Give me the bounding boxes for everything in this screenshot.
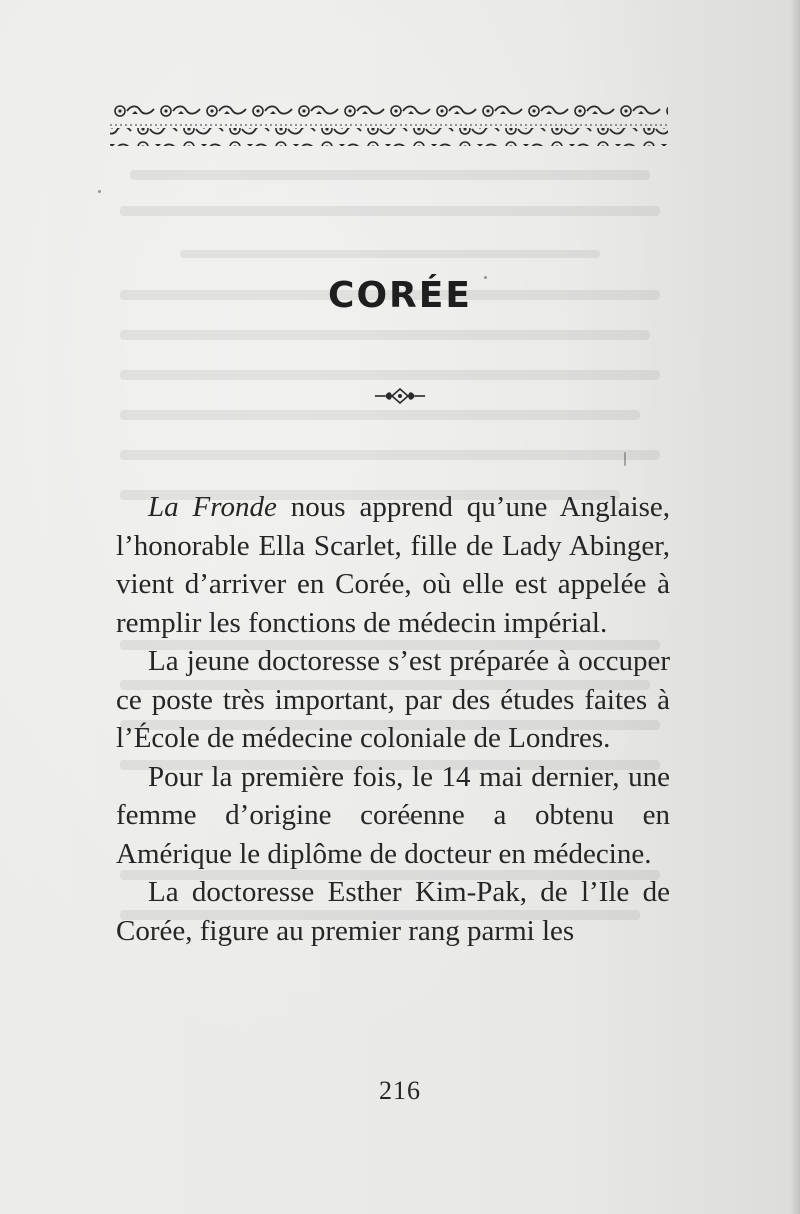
body-text [116,488,670,950]
paragraph: La doctoresse Esther Kim-Pak, de l’Ile de Corée, figure au premier rang parmi les [116,876,670,947]
paragraph [116,488,670,642]
ink-speck [408,818,411,821]
ink-speck [624,452,626,466]
ink-speck [484,276,487,279]
paragraph-text: nous apprend qu’une Anglaise, l’honorable Ella Scarlet, fille de Lady Abinger, vient d’arriver en Corée, où elle est appelée à remplir les fonctions de médecin impérial. [116,491,670,639]
chapter-title: CORÉE [328,275,472,316]
page-edge-shadow [790,0,800,1214]
italic-lead: La Fronde [148,491,277,523]
paragraph: Pour la première fois, le 14 mai dernier, une femme d’origine coréenne a obtenu en Amérique le diplôme de docteur en médecine. [116,760,670,870]
ink-speck [98,190,101,193]
paragraph: La jeune doctoresse s’est préparée à occuper ce poste très important, par des études faites à l’École de médecine coloniale de Londres. [116,645,670,754]
fleuron-divider-icon [373,388,427,404]
page-number: 216 [379,1076,421,1105]
floral-band-ornament [110,102,668,148]
